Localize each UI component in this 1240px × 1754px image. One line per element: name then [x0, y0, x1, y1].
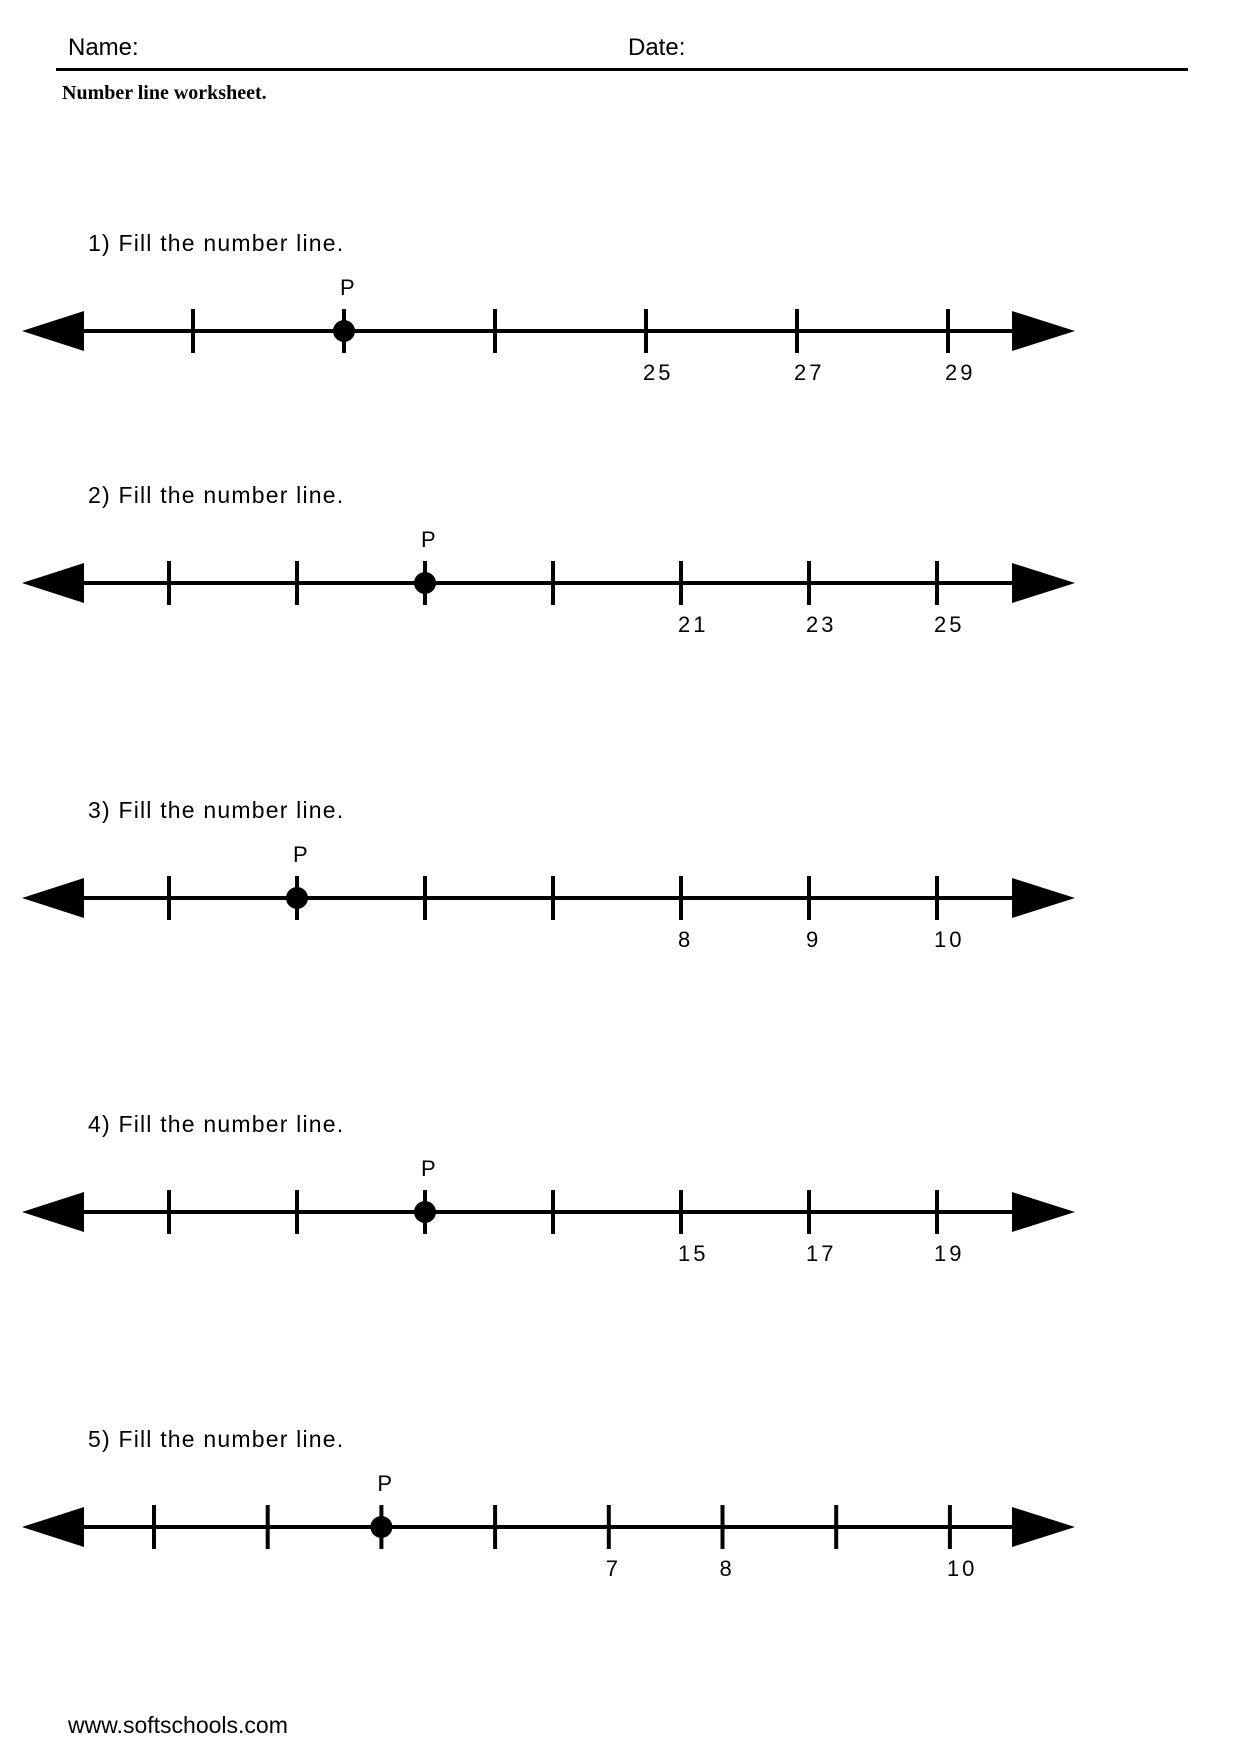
right-arrow-icon: [1012, 878, 1075, 918]
problem-prompt: 1) Fill the number line.: [88, 230, 345, 256]
problem-prompt: 4) Fill the number line.: [88, 1111, 345, 1137]
tick-label: 25: [934, 612, 965, 637]
problem-prompt: 5) Fill the number line.: [88, 1426, 345, 1452]
problem-prompt: 3) Fill the number line.: [88, 797, 345, 823]
problem-3: [0, 797, 1240, 1017]
left-arrow-icon: [22, 878, 84, 918]
point-label: P: [377, 1471, 396, 1496]
worksheet-subtitle: Number line worksheet.: [62, 82, 267, 104]
right-arrow-icon: [1012, 1192, 1075, 1232]
tick-label: 21: [678, 612, 709, 637]
tick-label: 7: [605, 1556, 622, 1581]
tick-label: 27: [794, 360, 825, 385]
problem-5: [0, 1426, 1240, 1646]
date-label: Date:: [628, 34, 686, 61]
tick-label: 8: [678, 927, 694, 952]
point-p-marker: [286, 887, 308, 909]
tick-label: 15: [678, 1241, 709, 1266]
number-line: [0, 230, 1240, 385]
number-line: [0, 797, 1240, 952]
number-line: [0, 1426, 1240, 1581]
right-arrow-icon: [1012, 563, 1075, 603]
problem-2: [0, 482, 1240, 702]
point-p-marker: [370, 1516, 392, 1538]
number-line: [0, 1111, 1240, 1266]
point-p-marker: [414, 572, 436, 594]
tick-label: 19: [934, 1241, 965, 1266]
point-p-marker: [333, 320, 355, 342]
tick-label: 25: [643, 360, 674, 385]
problem-4: [0, 1111, 1240, 1331]
tick-label: 10: [934, 927, 965, 952]
tick-label: 23: [806, 612, 837, 637]
problem-prompt: 2) Fill the number line.: [88, 482, 345, 508]
left-arrow-icon: [22, 563, 84, 603]
tick-label: 29: [945, 360, 976, 385]
header-rule: [56, 68, 1188, 71]
tick-label: 9: [806, 927, 822, 952]
point-label: P: [421, 1156, 439, 1181]
number-line: [0, 482, 1240, 637]
footer-url: www.softschools.com: [68, 1712, 288, 1738]
tick-label: 8: [719, 1556, 735, 1581]
right-arrow-icon: [1012, 1507, 1075, 1547]
problem-1: [0, 230, 1240, 450]
name-label: Name:: [68, 34, 139, 61]
left-arrow-icon: [22, 1192, 84, 1232]
point-p-marker: [414, 1201, 436, 1223]
left-arrow-icon: [22, 1507, 84, 1547]
point-label: P: [340, 275, 358, 300]
point-label: P: [293, 842, 311, 867]
tick-label: 17: [806, 1241, 837, 1266]
point-label: P: [421, 527, 439, 552]
tick-label: 10: [946, 1556, 978, 1581]
right-arrow-icon: [1012, 311, 1075, 351]
left-arrow-icon: [22, 311, 84, 351]
